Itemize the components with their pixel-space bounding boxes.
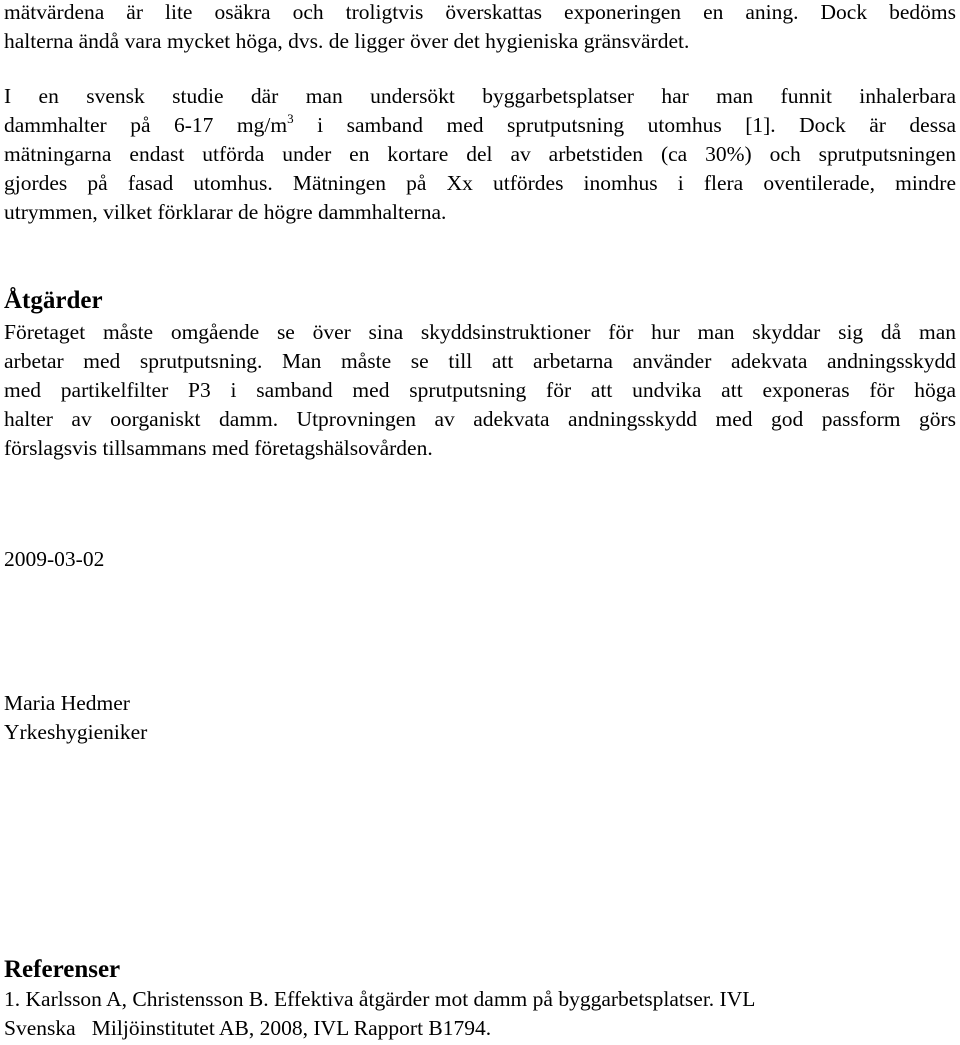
- reference-line: 1. Karlsson A, Christensson B. Effektiva åtgärder mot damm på byggarbetsplatser. IVL: [4, 987, 756, 1011]
- actions-line: arbetar med sprutputsning. Man måste se till att arbetarna använder adekvata andningsskydd: [4, 349, 956, 373]
- intro-line: mätvärdena är lite osäkra och troligtvis överskattas exponeringen en aning. Dock bedöms: [4, 0, 956, 24]
- intro-line: halterna ändå vara mycket höga, dvs. de ligger över det hygieniska gränsvärdet.: [4, 29, 690, 53]
- section-heading-references: Referenser: [4, 956, 121, 983]
- signature-title: Yrkeshygieniker: [4, 720, 148, 744]
- study-line: I en svensk studie där man undersökt byggarbetsplatser har man funnit inhalerbara: [4, 84, 956, 108]
- actions-line: Företaget måste omgående se över sina skyddsinstruktioner för hur man skyddar sig då man: [4, 320, 956, 344]
- study-paragraph: [4, 82, 956, 227]
- section-heading-actions: Åtgärder: [4, 287, 103, 314]
- signature-name: Maria Hedmer: [4, 691, 130, 715]
- superscript: 3: [287, 111, 294, 126]
- references-list: [4, 985, 956, 1043]
- study-line: [4, 111, 956, 140]
- reference-line: Svenska Miljöinstitutet AB, 2008, IVL Rapport B1794.: [4, 1016, 492, 1040]
- actions-line: halter av oorganiskt damm. Utprovningen av adekvata andningsskydd med god passform görs: [4, 407, 956, 431]
- study-line-text: i samband med sprutputsning utomhus [1]. Dock är dessa: [293, 113, 957, 137]
- study-line: mätningarna endast utförda under en kortare del av arbetstiden (ca 30%) och sprutputsningen: [4, 142, 956, 166]
- actions-paragraph: [4, 318, 956, 463]
- study-line: gjordes på fasad utomhus. Mätningen på Xx utfördes inomhus i flera oventilerade, mindre: [4, 171, 956, 195]
- study-line-text: dammhalter på 6-17 mg/m: [4, 113, 288, 137]
- intro-paragraph: [4, 0, 956, 56]
- actions-line: förslagsvis tillsammans med företagshälsovården.: [4, 436, 433, 460]
- document-date: 2009-03-02: [4, 547, 105, 571]
- study-line: utrymmen, vilket förklarar de högre dammhalterna.: [4, 200, 447, 224]
- actions-line: med partikelfilter P3 i samband med sprutputsning för att undvika att exponeras för höga: [4, 378, 956, 402]
